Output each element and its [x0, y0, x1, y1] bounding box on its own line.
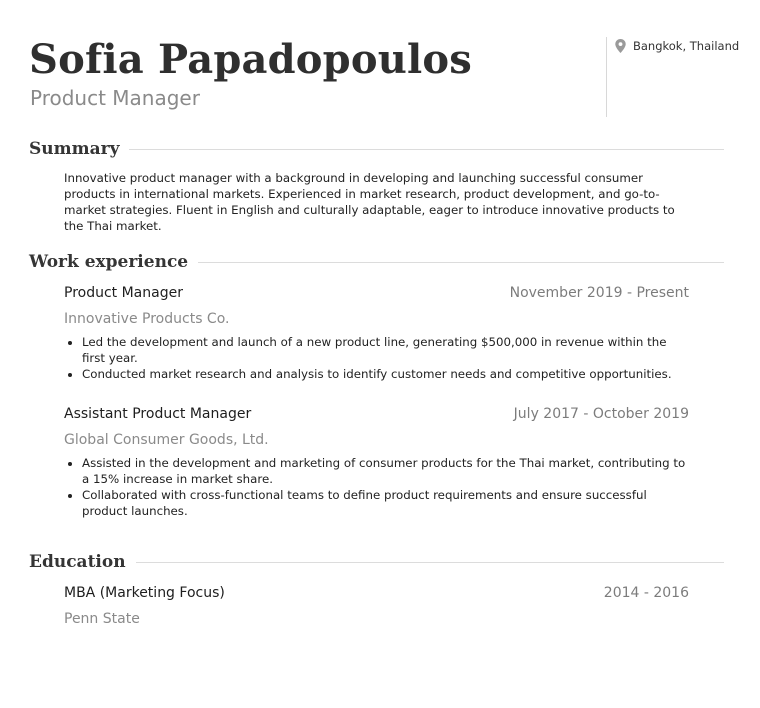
location-text: Bangkok, Thailand — [633, 39, 740, 53]
work-heading: Work experience — [29, 252, 189, 272]
job-company: Global Consumer Goods, Ltd. — [64, 432, 269, 448]
summary-heading: Summary — [29, 139, 120, 159]
summary-text: Innovative product manager with a background in developing and launching successful consumer products in international markets. Experienced in market research, product development, and go-to-market strategies. Fluent in English and culturally adaptable, eager to introduce innovative products to the Thai market. — [64, 171, 675, 233]
job-bullets — [64, 334, 689, 382]
section-rule — [198, 262, 724, 263]
degree: MBA (Marketing Focus) — [64, 585, 225, 601]
map-pin-icon — [615, 39, 626, 53]
job-bullet: • Collaborated with cross-functional teams to define product requirements and ensure successful product launches. — [82, 487, 689, 519]
education-dates: 2014 - 2016 — [603, 585, 689, 601]
job-title: Assistant Product Manager — [64, 406, 252, 422]
education-heading: Education — [29, 552, 126, 572]
header-divider — [606, 37, 607, 117]
job-entry — [64, 404, 689, 519]
section-rule — [129, 149, 724, 150]
school: Penn State — [64, 611, 140, 627]
job-dates: July 2017 - October 2019 — [513, 406, 689, 422]
job-header-row — [64, 283, 689, 303]
work-section-header — [29, 250, 724, 274]
education-section-header — [29, 550, 724, 574]
job-company: Innovative Products Co. — [64, 311, 230, 327]
location — [615, 38, 739, 54]
candidate-name: Sofia Papadopoulos — [29, 36, 472, 83]
job-dates: November 2019 - Present — [509, 285, 689, 301]
job-bullets — [64, 455, 689, 519]
candidate-role: Product Manager — [30, 86, 200, 110]
education-header-row — [64, 583, 689, 603]
job-entry — [64, 283, 689, 382]
job-bullet: • Conducted market research and analysis to identify customer needs and competitive opportunities. — [82, 366, 689, 382]
section-rule — [136, 562, 724, 563]
job-bullet: • Assisted in the development and marketing of consumer products for the Thai market, contributing to a 15% increase in market share. — [82, 455, 689, 487]
summary-section-header — [29, 137, 724, 161]
job-title: Product Manager — [64, 285, 183, 301]
job-bullet: • Led the development and launch of a new product line, generating $500,000 in revenue within the first year. — [82, 334, 689, 366]
education-entry — [64, 583, 689, 629]
job-header-row — [64, 404, 689, 424]
